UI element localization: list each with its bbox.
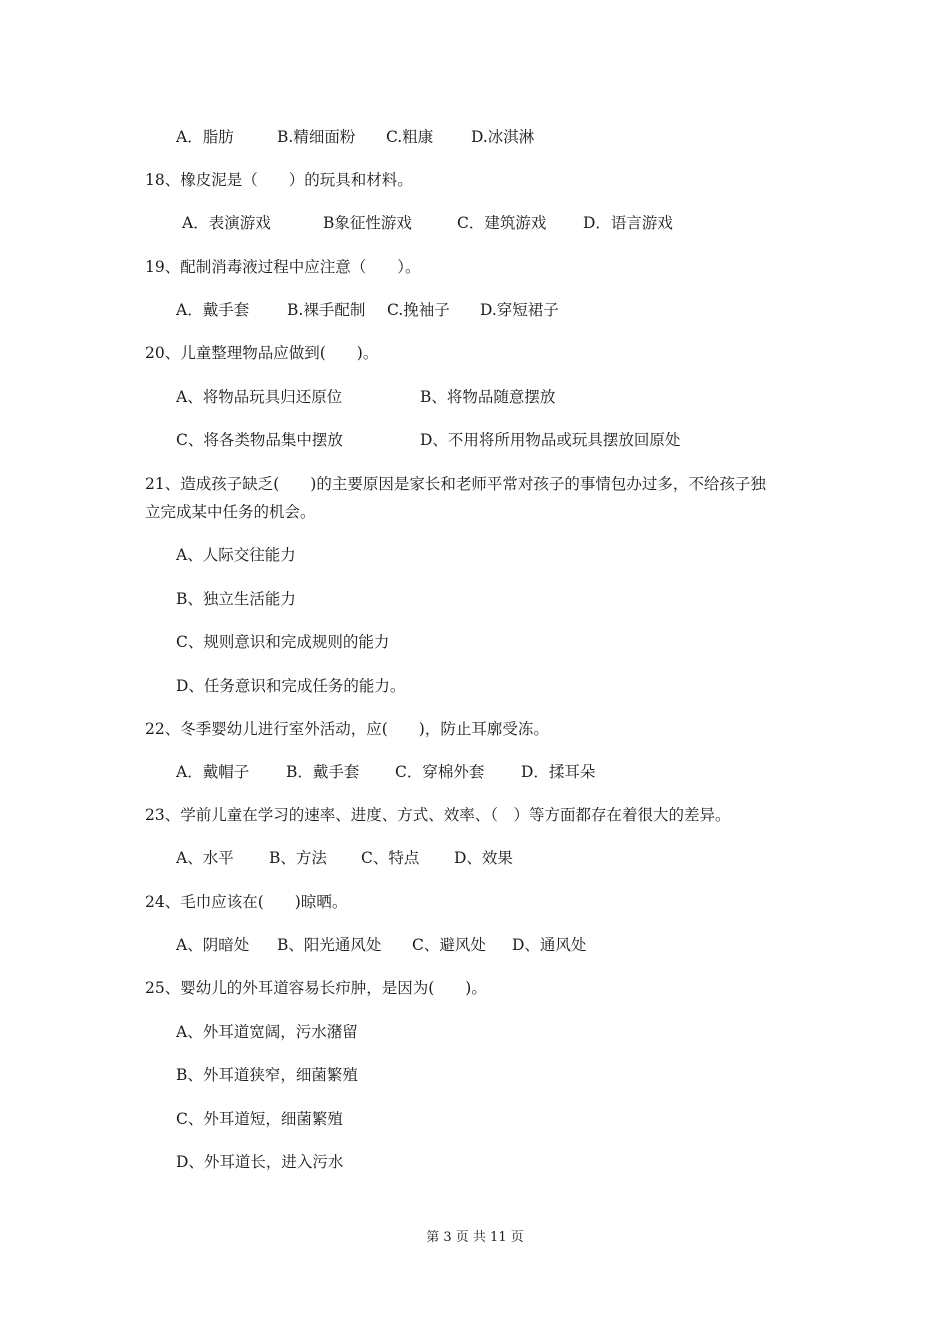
q20-option-c: C、将各类物品集中摆放 [176,431,343,449]
q17-option-b: B.精细面粉 [277,128,356,146]
q21-option-c: C、规则意识和完成规则的能力 [176,633,390,651]
q21-stem-line-1: 21、造成孩子缺乏( )的主要原因是家长和老师平常对孩子的事情包办过多，不给孩子独 [145,475,766,493]
q21-option-b: B、独立生活能力 [176,590,296,608]
q24-option-b: B、阳光通风处 [277,936,382,954]
q22-option-a: A．戴帽子 [176,763,250,781]
q17-option-d: D.冰淇淋 [471,128,535,146]
q20-option-b: B、将物品随意摆放 [420,388,556,406]
q18-option-d: D．语言游戏 [583,214,673,232]
q24-option-c: C、避风处 [412,936,486,954]
q18-option-b: B象征性游戏 [323,214,412,232]
q18-option-a: A．表演游戏 [182,214,271,232]
q23-option-a: A、水平 [176,849,234,867]
q21-option-a: A、人际交往能力 [176,546,296,564]
q19-option-b: B.裸手配制 [287,301,366,319]
q25-option-d: D、外耳道长，进入污水 [176,1153,344,1171]
q17-option-a: A．脂肪 [176,128,234,146]
q18-stem: 18、橡皮泥是（ ）的玩具和材料。 [145,171,413,189]
q24-stem: 24、毛巾应该在( )晾晒。 [145,893,348,911]
q19-stem: 19、配制消毒液过程中应注意（ ）。 [145,258,421,276]
q25-option-a: A、外耳道宽阔，污水潴留 [176,1023,358,1041]
q19-option-c: C.挽袖子 [387,301,450,319]
q22-stem: 22、冬季婴幼儿进行室外活动，应( )，防止耳廓受冻。 [145,720,549,738]
q21-stem-line-2: 立完成某中任务的机会。 [145,503,316,521]
q17-option-c: C.粗康 [386,128,434,146]
q22-option-d: D．揉耳朵 [521,763,596,781]
q22-option-b: B．戴手套 [286,763,360,781]
q25-option-c: C、外耳道短，细菌繁殖 [176,1110,343,1128]
q23-option-d: D、效果 [454,849,513,867]
q18-option-c: C．建筑游戏 [457,214,547,232]
page-number-footer: 第 3 页 共 11 页 [426,1230,524,1245]
q23-stem: 23、学前儿童在学习的速率、进度、方式、效率、（ ）等方面都存在着很大的差异。 [145,806,731,824]
q21-option-d: D、任务意识和完成任务的能力。 [176,677,406,695]
q19-option-a: A．戴手套 [176,301,250,319]
q20-option-a: A、将物品玩具归还原位 [176,388,343,406]
q25-stem: 25、婴幼儿的外耳道容易长疖肿，是因为( )。 [145,979,487,997]
q20-stem: 20、儿童整理物品应做到( )。 [145,344,379,362]
q24-option-d: D、通风处 [512,936,587,954]
q22-option-c: C．穿棉外套 [395,763,485,781]
q25-option-b: B、外耳道狭窄，细菌繁殖 [176,1066,358,1084]
q24-option-a: A、阴暗处 [176,936,250,954]
q20-option-d: D、不用将所用物品或玩具摆放回原处 [420,431,681,449]
q19-option-d: D.穿短裙子 [480,301,559,319]
q23-option-c: C、特点 [361,849,420,867]
q23-option-b: B、方法 [269,849,327,867]
